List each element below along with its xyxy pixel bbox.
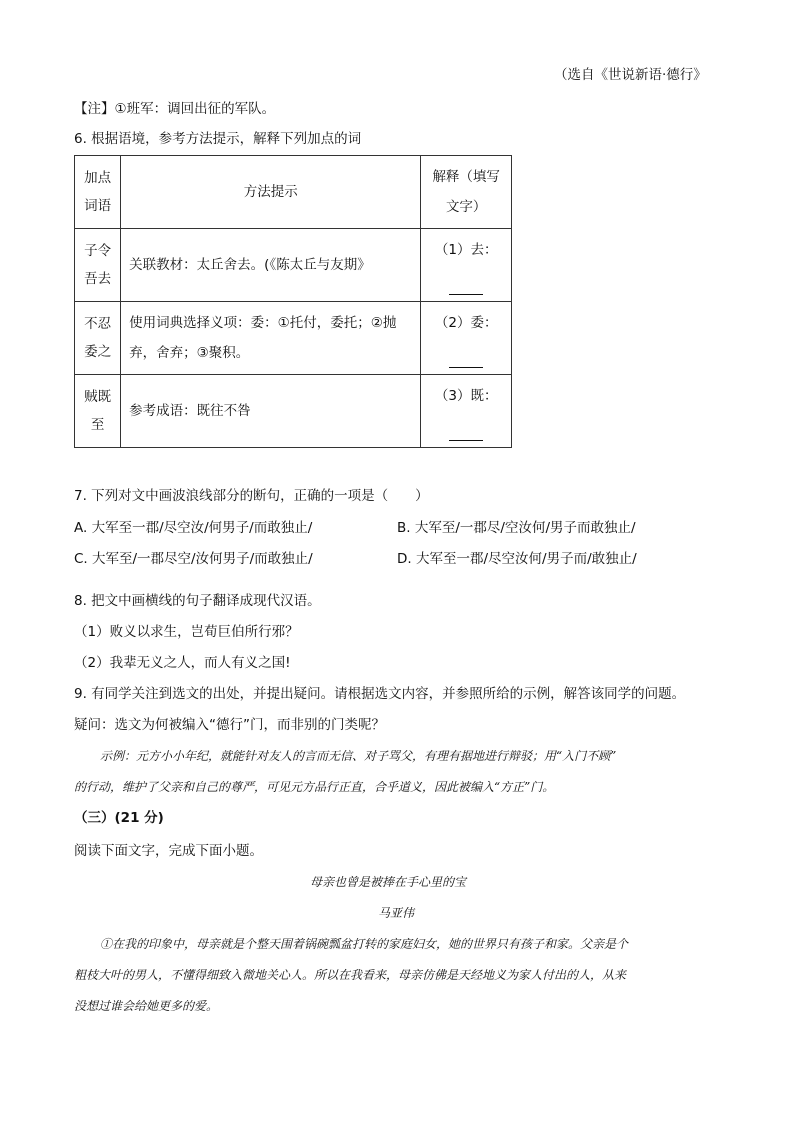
q9-example-line-2: 的行动，维护了父亲和自己的尊严，可见元方品行正直，合乎道义，因此被编入“方正”门。 — [74, 780, 555, 794]
source-citation: （选自《世说新语·德行》 — [554, 67, 707, 83]
q7-option-b: B. 大军至/一郡尽/空汝何/男子而敢独止/ — [397, 520, 636, 536]
q8-sentence-2: （2）我辈无义之人，而人有义之国! — [74, 655, 291, 671]
header-cell-answer: 解释（填写 文字） — [421, 156, 512, 229]
passage-paragraph-1-line-2: 粗枝大叶的男人，不懂得细致入微地关心人。所以在我看来，母亲仿佛是天经地义为家人付出的人，从来 — [74, 968, 627, 982]
section-3-heading: （三）(21 分) — [74, 810, 164, 826]
table-row: 贼既 至 参考成语：既往不咎 （3）既： — [75, 375, 512, 448]
header-cell-hint: 方法提示 — [121, 156, 421, 229]
q7-stem: 7. 下列对文中画波浪线部分的断句，正确的一项是（ ） — [74, 488, 429, 504]
q7-option-c: C. 大军至/一郡尽空/汝何男子/而敢独止/ — [74, 551, 313, 567]
table-row: 子令 吾去 关联教材：太丘舍去。(《陈太丘与友期》 （1）去： — [75, 229, 512, 302]
passage-title: 母亲也曾是被捧在手心里的宝 — [310, 875, 467, 889]
passage-paragraph-1-line-3: 没想过谁会给她更多的爱。 — [74, 999, 219, 1013]
q8-sentence-1: （1）败义以求生，岂荀巨伯所行邪？ — [74, 624, 299, 640]
table-header-row — [75, 156, 512, 229]
q9-example-line-1: 示例：元方小小年纪，就能针对友人的言而无信、对子骂父，有理有据地进行辩驳；用“入门不顾” — [100, 749, 617, 763]
answer-blank[interactable] — [449, 280, 483, 295]
q9-stem: 9. 有同学关注到选文的出处，并提出疑问。请根据选文内容，并参照所给的示例，解答该同学的问题。 — [74, 686, 686, 702]
passage-author: 马亚伟 — [378, 906, 415, 920]
answer-blank[interactable] — [449, 353, 483, 368]
q7-option-a: A. 大军至一郡/尽空汝/何男子/而敢独止/ — [74, 520, 313, 536]
q7-option-d: D. 大军至一郡/尽空汝何/男子而/敢独止/ — [397, 551, 637, 567]
header-cell-word: 加点 词语 — [75, 156, 121, 229]
q6-stem: 6. 根据语境，参考方法提示，解释下列加点的词 — [74, 131, 362, 147]
q6-table — [74, 155, 512, 448]
note: 【注】①班军：调回出征的军队。 — [74, 101, 276, 117]
passage-paragraph-1-line-1: ①在我的印象中，母亲就是个整天围着锅碗瓢盆打转的家庭妇女，她的世界只有孩子和家。父亲是个 — [100, 937, 629, 951]
section-3-instruction: 阅读下面文字，完成下面小题。 — [74, 843, 263, 859]
q8-stem: 8. 把文中画横线的句子翻译成现代汉语。 — [74, 593, 321, 609]
table-row: 不忍 委之 使用词典选择义项：委：①托付，委托；②抛 弃，舍弃；③聚积。 （2）委： — [75, 302, 512, 375]
answer-blank[interactable] — [449, 426, 483, 441]
q9-question: 疑问：选文为何被编入“德行”门，而非别的门类呢？ — [74, 717, 385, 733]
